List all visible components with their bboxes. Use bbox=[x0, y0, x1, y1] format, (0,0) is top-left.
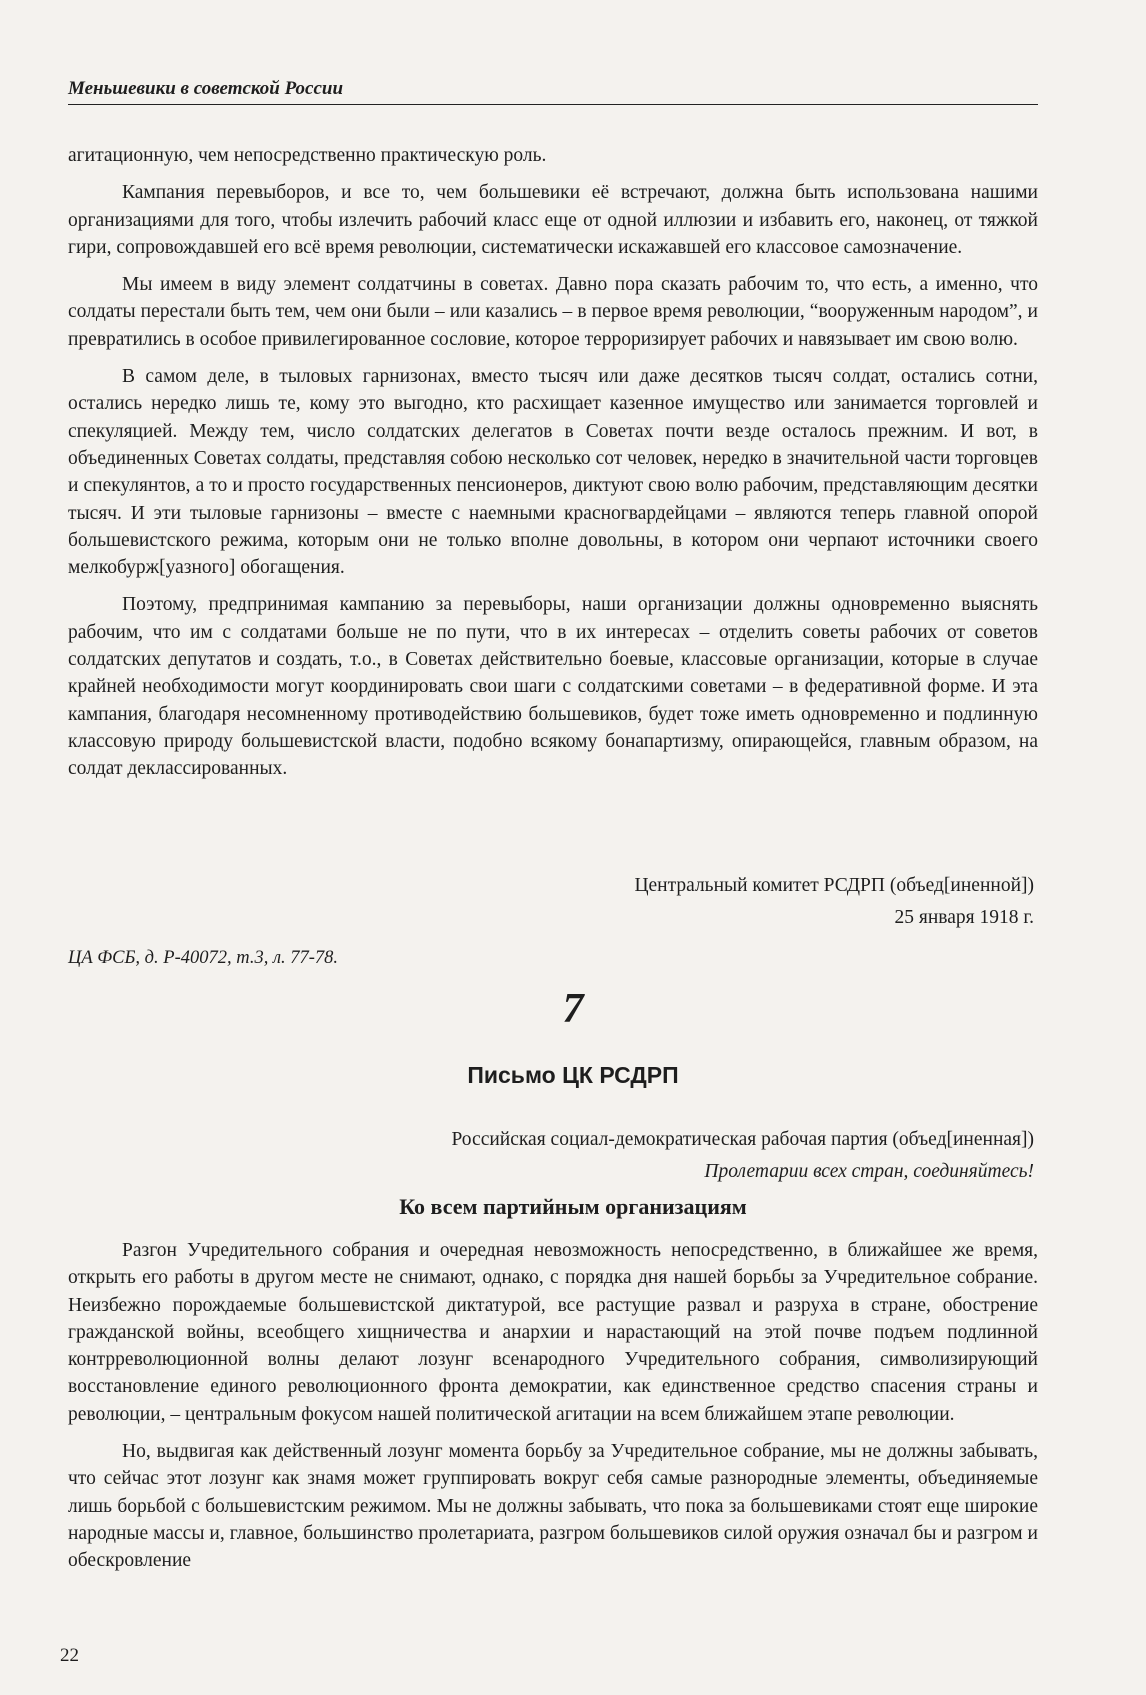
document-title: Письмо ЦК РСДРП bbox=[467, 1062, 679, 1088]
section1-text bbox=[68, 142, 1038, 793]
party-slogan: Пролетарии всех стран, соединяйтесь! bbox=[704, 1161, 1034, 1182]
paragraph: Мы имеем в виду элемент солдатчины в советах. Давно пора сказать рабочим то, что есть, а именно, что солдаты перестали быть тем, чем они были – или казались – в первое время революции, “вооруженным народом”, и превратились в особое привилегированное сословие, которое терроризирует рабочих и навязывает им свою волю. bbox=[68, 274, 1038, 350]
paragraph: Кампания перевыборов, и все то, чем большевики её встречают, должна быть использована нашими организациями для того, чтобы излечить рабочий класс еще от одной иллюзии и избавить его, наконец, от тяжкой гири, сопровождавшей его всё время революции, систематически искажавшей его классовое самозначение. bbox=[68, 182, 1038, 258]
page-number: 22 bbox=[60, 1645, 79, 1666]
running-title: Меньшевики в советской России bbox=[68, 78, 1038, 105]
signature: Центральный комитет РСДРП (объед[иненной]) bbox=[634, 875, 1034, 896]
party-name: Российская социал-демократическая рабочая партия (объед[иненная]) bbox=[451, 1129, 1034, 1150]
paragraph: Поэтому, предпринимая кампанию за перевыборы, наши организации должны одновременно выяснять рабочим, что им с солдатами больше не по пути, что в их интересах – отделить советы рабочих от советов солдатских депутатов и создать, т.о., в Советах действительно боевые, классовые организации, которые в случае крайней необходимости могут координировать свои шаги с солдатскими советами – в федеративной форме. И эта кампания, благодаря несомненному противодействию большевиков, будет тоже иметь одновременно и подлинную классовую природу большевистской власти, подобно всякому бонапартизму, опирающейся, главным образом, на солдат деклассированных. bbox=[68, 594, 1038, 780]
paragraph: В самом деле, в тыловых гарнизонах, вместо тысяч или даже десятков тысяч солдат, остались сотни, остались нередко лишь те, кому это выгодно, кто расхищает казенное имущество или занимается торговлей и спекуляцией. Между тем, число солдатских делегатов в Советах почти везде осталось прежним. И вот, в объединенных Советах солдаты, представляя собою несколько сот человек, нередко в значительной части торговцев и спекулянтов, а то и просто государственных пенсионеров, диктуют свою волю рабочим, представляющим десятки тысяч. И эти тыловые гарнизоны – вместе с наемными красногвардейцами – являются теперь главной опорой большевистского режима, которым они не только вполне довольны, в котором они черпают источники своего мелкобурж[уазного] обогащения. bbox=[68, 366, 1038, 579]
document-number: 7 bbox=[562, 986, 584, 1032]
archive-reference: ЦА ФСБ, д. Р-40072, т.3, л. 77-78. bbox=[68, 948, 339, 968]
paragraph: агитационную, чем непосредственно практическую роль. bbox=[68, 145, 547, 166]
document7-text bbox=[68, 1237, 1038, 1585]
paragraph: Но, выдвигая как действенный лозунг момента борьбу за Учредительное собрание, мы не должны забывать, что сейчас этот лозунг как знамя может группировать вокруг себя самые разнородные элементы, объединяемые лишь борьбой с большевистским режимом. Мы не должны забывать, что пока за большевиками стоят еще широкие народные массы и, главное, большинство пролетариата, разгром большевиков силой оружия означал бы и разгром и обескровление bbox=[68, 1441, 1038, 1572]
appeal-heading: Ко всем партийным организациям bbox=[399, 1194, 747, 1219]
signature-date: 25 января 1918 г. bbox=[894, 907, 1034, 928]
paragraph: Разгон Учредительного собрания и очередная невозможность непосредственно, в ближайшее же время, открыть его работы в другом месте не снимают, однако, с порядка дня нашей борьбы за Учредительное собрание. Неизбежно порождаемые большевистской диктатурой, все растущие развал и разруха в стране, обострение гражданской войны, всеобщего хищничества и анархии и нарастающий на этой почве подъем подлинной контрреволюционной волны делают лозунг всенародного Учредительного собрания, символизирующий восстановление единого революционного фронта демократии, как единственное средство спасения страны и революции, – центральным фокусом нашей политической агитации на всем ближайшем этапе революции. bbox=[68, 1240, 1038, 1425]
